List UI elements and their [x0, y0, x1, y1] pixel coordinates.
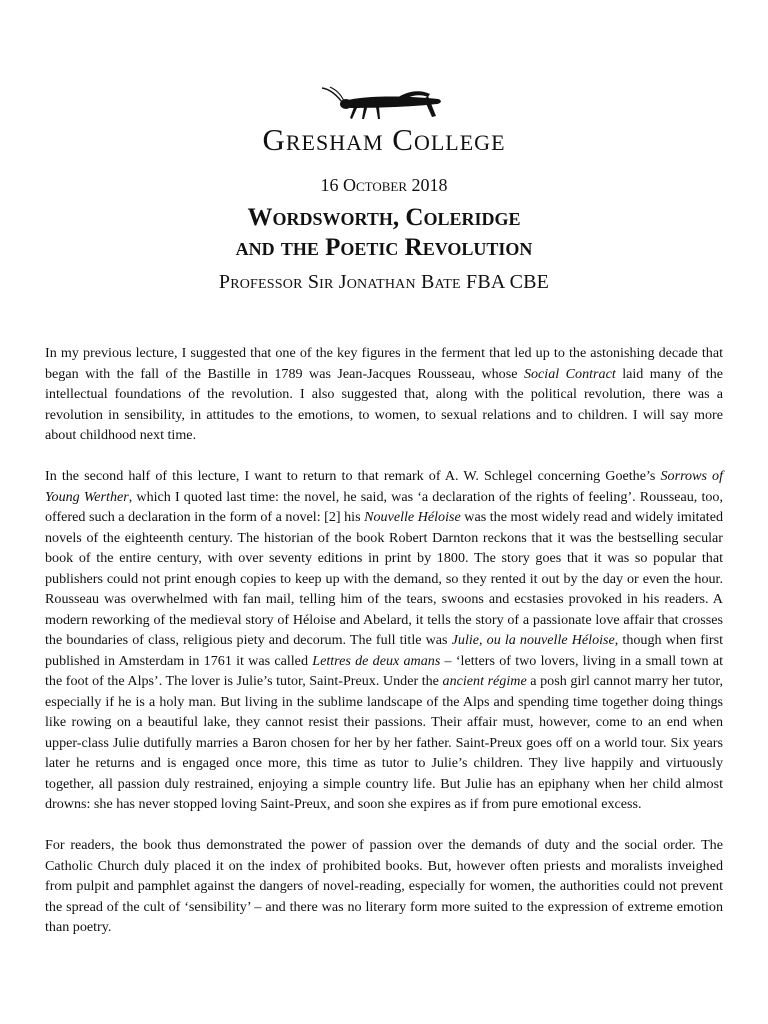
- italic-title: Julie, ou la nouvelle Héloise: [451, 632, 615, 648]
- text-run: In the second half of this lecture, I want to return to that remark of A. W. Schlegel concerning Goethe’s: [45, 468, 661, 484]
- text-run: In my previous lecture, I suggested that one of the key figures in the ferment that led up to the astonishing decade that began with the fall of the Bastille in 1789 was Jean-Jacques Rousseau, whose: [45, 345, 723, 382]
- grasshopper-icon: [320, 86, 448, 124]
- lecture-title: [0, 203, 768, 263]
- college-name: Gresham College: [262, 122, 506, 157]
- title-line-1: Wordsworth, Coleridge: [247, 204, 521, 231]
- italic-term: ancient régime: [442, 673, 527, 689]
- text-run: , which I quoted last time: the novel, he said, was ‘a declaration of the rights of feeling’. Rousseau, too, offered such a declaration in the form of a novel: [2] his: [45, 488, 723, 525]
- text-run: was the most widely read and widely imitated novels of the eighteenth century. The historian of the book Robert Darnton reckons that it was the bestselling secular book of the entire century, with over seventy editions in print by 1800. The story goes that it was so popular that publishers could not print enough copies to keep up with the demand, so they rented it out by the day or even the hour. Rousseau was overwhelmed with fan mail, telling him of the tears, swoons and ecstasies provoked in his readers. A modern reworking of the medieval story of Héloise and Abelard, it tells the story of a passionate love affair that crosses the boundaries of class, religious piety and decorum. The full title was: [45, 509, 724, 648]
- lecture-body: [45, 343, 723, 958]
- italic-title: Social Contract: [523, 365, 616, 382]
- text-run: laid many of the intellectual foundations of the revolution. I also suggested that, along with the political revolution, there was a revolution in sensibility, in attitudes to the emotions, to women, to sexual relations and to children. I will say more about childhood next time.: [45, 365, 724, 443]
- paragraph-2: [45, 466, 723, 815]
- italic-title: Nouvelle Héloise: [364, 509, 461, 525]
- lecture-date: 16 October 2018: [320, 175, 448, 195]
- italic-title: Sorrows of Young Werther: [45, 468, 723, 505]
- text-run: a posh girl cannot marry her tutor, especially if he is a holy man. But living in the sublime landscape of the Alps and spending time together doing things like rowing on a beautiful lake, they cannot resist their passions. Their affair must, however, come to an end when upper-class Julie dutifully marries a Baron chosen for her by her father. Saint-Preux goes off on a world tour. Six years later he returns and is engaged once more, this time as tutor to Julie’s children. They live happily and virtuously together, all passion duly restrained, enjoying a simple country life. But Julie has an epiphany when her child almost drowns: she has never stopped loving Saint-Preux, and soon she expires as if from pure emotional excess.: [45, 673, 723, 812]
- italic-title: Lettres de deux amans: [312, 652, 441, 669]
- paragraph-1: [45, 343, 723, 446]
- lecture-author: Professor Sir Jonathan Bate FBA CBE: [218, 271, 550, 293]
- paragraph-3: For readers, the book thus demonstrated the power of passion over the demands of duty and the social order. The Catholic Church duly placed it on the index of prohibited books. But, however often priests and moralists inveighed from pulpit and pamphlet against the dangers of novel-reading, especially for women, the authorities could not prevent the spread of the cult of ‘sensibility’ – and there was no literary form more suited to the expression of extreme emotion than poetry.: [45, 837, 723, 935]
- title-line-2: and the Poetic Revolution: [235, 234, 533, 261]
- text-run: – ‘letters of two lovers, living in a small town at the foot of the Alps’. The lover is Julie’s tutor, Saint-Preux. Under the: [45, 652, 723, 689]
- text-run: , though when first published in Amsterdam in 1761 it was called: [45, 632, 723, 669]
